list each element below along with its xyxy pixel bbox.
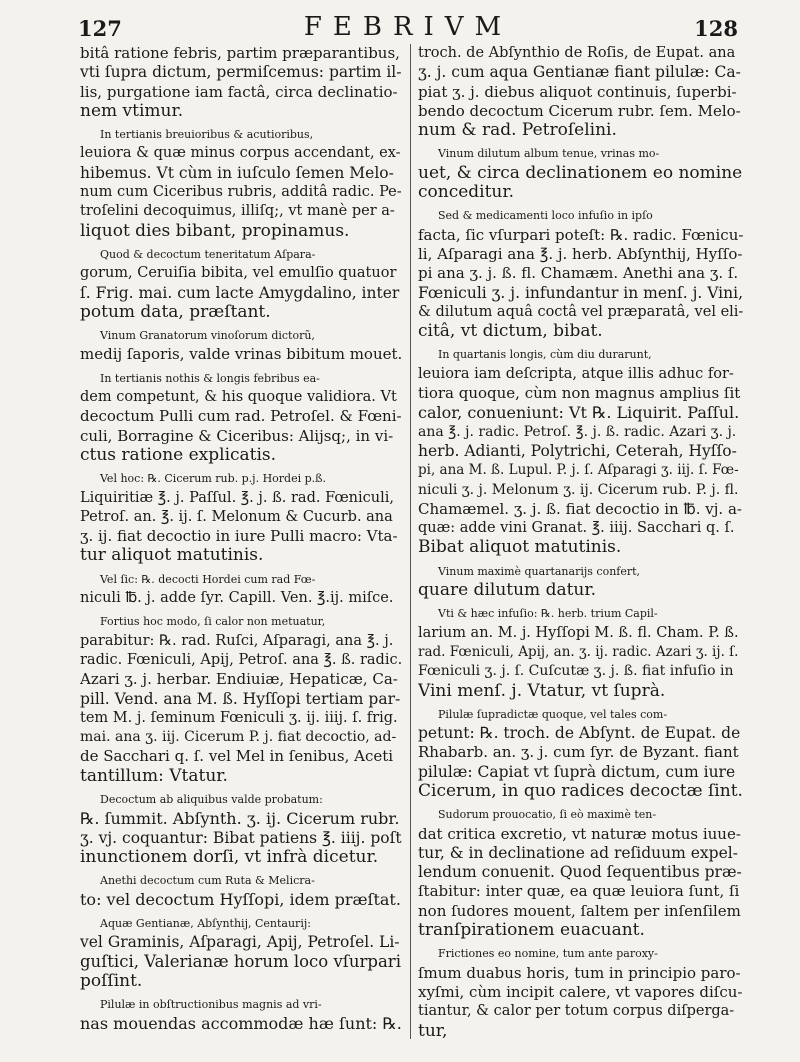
paragraph	[418, 144, 743, 202]
paragraph	[418, 44, 743, 140]
text-line: calor, conueniunt: Vt ℞. Liquirit. Paſſul.	[418, 403, 740, 423]
text-line: tantillum: Vtatur.	[80, 766, 228, 786]
text-line: tiantur, & calor per totum corpus diſperga-	[418, 1003, 735, 1020]
text-line: decoctum Pulli cum rad. Petroſel. & Fœni-	[80, 407, 402, 426]
text-line: pi, ana M. ß. Lupul. P. j. ſ. Aſparagi ʒ. iij. ſ. Fœ-	[418, 462, 739, 479]
text-line: nas mouendas accommodæ hæ ſunt: ℞.	[80, 1014, 402, 1034]
paragraph	[80, 570, 403, 609]
text-line: xyſmi, cùm incipit calere, vt vapores diſcu-	[418, 982, 743, 1001]
text-line: Anethi decoctum cum Ruta & Melicra-	[100, 874, 315, 888]
paragraph	[80, 326, 403, 365]
text-line: Fœniculi ʒ. j. ſ. Cuſcutæ ʒ. j. ß. fiat infuſio in	[418, 663, 734, 680]
text-line: uet, & circa declinationem eo nomine	[418, 163, 743, 183]
text-line: ctus ratione explicatis.	[80, 445, 277, 465]
text-line: leuiora iam deſcripta, atque illis adhuc for-	[418, 365, 734, 382]
text-line: Vel ſic: ℞. decocti Hordei cum rad Fœ-	[100, 572, 316, 586]
paragraph	[80, 44, 403, 121]
text-line: de Sacchari q. ſ. vel Mel in ſenibus, Aceti	[80, 747, 394, 766]
text-line: Vinum Granatorum vinoſorum dictorũ,	[100, 329, 315, 343]
text-line: Vinum dilutum album tenue, vrinas mo-	[438, 147, 660, 161]
text-line: tur, & in declinatione ad reſiduum expel-	[418, 843, 738, 862]
paragraph	[80, 245, 403, 322]
text-line: In quartanis longis, cùm diu durarunt,	[438, 348, 652, 362]
paragraph	[418, 345, 743, 557]
text-line: Frictiones eo nomine, tum ante paroxy-	[438, 947, 658, 961]
text-line: non ſudores mouent, ſaltem per inſenſilem	[418, 901, 741, 920]
paragraph	[80, 369, 403, 465]
text-line: tiora quoque, cùm non magnus amplius ſit	[418, 384, 741, 403]
paragraph	[80, 125, 403, 241]
text-line: petunt: ℞. troch. de Abſynt. de Eupat. de	[418, 724, 741, 743]
text-line: niculi ℔. j. adde ſyr. Capill. Ven. ℥.ij. miſce.	[80, 590, 394, 607]
text-line: bitâ ratione febris, partim præparantibus,	[80, 44, 400, 62]
text-line: ʒ. vj. coquantur: Bibat patiens ℥. iiij. poſt	[80, 828, 402, 847]
text-line: Petroſ. an. ℥. ij. ſ. Melonum & Cucurb. ana	[80, 508, 393, 525]
text-line: Vini menſ. j. Vtatur, vt ſuprà.	[418, 681, 666, 701]
text-line: niculi ʒ. j. Melonum ʒ. ij. Cicerum rub. P. j. fl.	[418, 481, 739, 498]
text-line: liquot dies bibant, propinamus.	[80, 221, 350, 241]
text-line: ʒ. j. cum aqua Gentianæ fiant pilulæ: Ca-	[418, 63, 741, 82]
text-line: pill. Vend. ana M. ß. Hyſſopi tertiam par-	[80, 689, 401, 708]
text-line: Fœniculi ʒ. j. infundantur in menſ. j. Vini,	[418, 283, 743, 302]
text-line: piat ʒ. j. diebus aliquot continuis, ſuperbi-	[418, 82, 737, 101]
paragraph	[80, 871, 403, 910]
text-line: lis, purgatione iam factâ, circa declinatio-	[80, 82, 398, 101]
text-line: ℞. ſummit. Abſynth. ʒ. ij. Cicerum rubr.	[80, 809, 400, 829]
text-line: medij ſaporis, valde vrinas bibitum mouet.	[80, 345, 403, 364]
text-line: hibemus. Vt cùm in iuſculo ſemen Melo-	[80, 163, 394, 182]
text-line: radic. Fœniculi, Apij, Petroſ. ana ℥. ß. radic.	[80, 651, 403, 668]
text-line: Quod & decoctum teneritatum Aſpara-	[100, 247, 316, 261]
text-line: pilulæ: Capiat vt ſuprà dictum, cum iure	[418, 762, 736, 781]
text-line: tranſpirationem euacuant.	[418, 921, 645, 941]
text-line: Sed & medicamenti loco infuſio in ipſo	[438, 209, 653, 223]
text-line: Pilulæ in obſtructionibus magnis ad vri-	[100, 997, 322, 1011]
text-line: quæ: adde vini Granat. ℥. iiij. Sacchari q. ſ.	[418, 520, 735, 537]
text-line: Vinum maximè quartanarijs confert,	[438, 564, 641, 578]
right-column	[418, 44, 743, 1045]
text-line: vel Graminis, Aſparagi, Apij, Petroſel. Li-	[80, 933, 400, 952]
text-line: Fortius hoc modo, ſi calor non metuatur,	[100, 615, 326, 629]
paragraph	[418, 944, 743, 1040]
text-line: ʒ. ij. fiat decoctio in iure Pulli macro: Vta-	[80, 527, 398, 546]
text-line: inunctionem dorſi, vt infrà dicetur.	[80, 847, 379, 867]
running-head	[78, 12, 738, 42]
text-line: tur,	[418, 1021, 448, 1041]
text-line: tem M. j. ſeminum Fœniculi ʒ. ij. iiij. ſ. frig.	[80, 709, 398, 726]
text-line: Chamæmel. ʒ. j. ß. fiat decoctio in ℔. vj. a-	[418, 499, 742, 518]
text-line: Aquæ Gentianæ, Abſynthij, Centaurij:	[100, 916, 311, 930]
text-line: herb. Adianti, Polytrichi, Ceterah, Hyſſo-	[418, 441, 737, 460]
text-line: guſtici, Valerianæ horum loco vſurpari	[80, 952, 401, 972]
text-line: Bibat aliquot matutinis.	[418, 538, 622, 558]
text-line: ſ. Frig. mai. cum lacte Amygdalino, inter	[80, 283, 400, 302]
text-line: citâ, vt dictum, bibat.	[418, 322, 603, 342]
text-line: ſtabitur: inter quæ, ea quæ leuiora ſunt, ſi	[418, 882, 740, 901]
paragraph	[80, 914, 403, 991]
text-line: Sudorum prouocatio, ſi eò maximè ten-	[438, 808, 657, 822]
text-line: Pilulæ ſupradictæ quoque, vel tales com-	[438, 707, 668, 721]
text-line: nem vtimur.	[80, 101, 184, 121]
paragraph	[418, 206, 743, 341]
text-line: In tertianis nothis & longis febribus ea-	[100, 371, 320, 385]
page-number-left: 127	[78, 16, 122, 41]
text-line: troch. de Abſynthio de Roſis, de Eupat. ana	[418, 45, 736, 61]
text-line: Azari ʒ. j. herbar. Endiuiæ, Hepaticæ, Ca-	[80, 670, 398, 689]
running-title: FEBRIVM	[303, 12, 513, 42]
text-line: parabitur: ℞. rad. Ruſci, Aſparagi, ana ℥. j.	[80, 632, 394, 649]
text-line: pi ana ʒ. j. ß. fl. Chamæm. Anethi ana ʒ. ſ.	[418, 264, 739, 283]
text-line: to: vel decoctum Hyſſopi, idem præſtat.	[80, 890, 401, 910]
text-line: Rhabarb. an. ʒ. j. cum ſyr. de Byzant. fiant	[418, 743, 739, 762]
paragraph	[80, 995, 403, 1034]
text-line: rad. Fœniculi, Apij, an. ʒ. ij. radic. Azari ʒ. ij. ſ.	[418, 643, 739, 660]
text-line: Vti & hæc infuſio: ℞. herb. trium Capil-	[438, 607, 658, 621]
text-line: In tertianis breuioribus & acutioribus,	[100, 128, 314, 142]
text-line: Liquiritiæ ℥. j. Paſſul. ℥. j. ß. rad. Fœniculi,	[80, 489, 394, 506]
paragraph	[418, 805, 743, 940]
text-line: ſmum duabus horis, tum in principio paro-	[418, 963, 741, 982]
text-line: & dilutum aquâ coctâ vel præparatâ, vel eli-	[418, 303, 743, 320]
text-line: Decoctum ab aliquibus valde probatum:	[100, 792, 323, 806]
text-line: culi, Borragine & Ciceribus: Alijsq;, in vi-	[80, 426, 394, 445]
text-line: quare dilutum datur.	[418, 581, 597, 601]
page-number-right: 128	[694, 16, 738, 41]
text-line: conceditur.	[418, 183, 515, 203]
text-line: poſſint.	[80, 971, 143, 991]
paragraph	[80, 469, 403, 565]
text-line: vti ſupra dictum, permiſcemus: partim il-	[80, 63, 402, 82]
paragraph	[418, 562, 743, 601]
text-line: li, Aſparagi ana ℥. j. herb. Abſynthij, Hyſſo-	[418, 244, 743, 263]
text-line: larium an. M. j. Hyſſopi M. ß. fl. Cham. P. ß.	[418, 624, 739, 641]
paragraph	[418, 705, 743, 801]
paragraph-gap	[418, 1041, 743, 1045]
text-line: Cicerum, in quo radices decoctæ ſint.	[418, 781, 743, 801]
text-line: tur aliquot matutinis.	[80, 546, 264, 566]
left-column	[80, 44, 403, 1038]
text-line: Vel hoc: ℞. Cicerum rub. p.j. Hordei p.ß.	[100, 472, 326, 486]
text-line: gorum, Ceruiſia bibita, vel emulſio quatuor	[80, 265, 397, 282]
text-line: dat critica excretio, vt naturæ motus iuue-	[418, 824, 741, 843]
text-line: lendum conuenit. Quod ſequentibus præ-	[418, 863, 742, 882]
text-line: num cum Ciceribus rubris, additâ radic. Pe-	[80, 184, 402, 201]
text-line: ana ℥. j. radic. Petroſ. ℥. j. ß. radic. Azari ʒ. j.	[418, 423, 737, 440]
text-line: facta, ſic vſurpari poteſt: ℞. radic. Fœnicu-	[418, 225, 743, 244]
text-line: num & rad. Petroſelini.	[418, 121, 617, 141]
text-line: bendo decoctum Cicerum rubr. ſem. Melo-	[418, 101, 741, 120]
paragraph	[418, 604, 743, 700]
paragraph	[80, 790, 403, 867]
column-rule	[410, 44, 411, 1039]
text-line: troſelini decoquimus, illiſq;, vt manè per a-	[80, 203, 395, 220]
text-line: leuiora & quæ minus corpus accendant, ex-	[80, 145, 401, 162]
paragraph	[80, 612, 403, 786]
text-line: dem competunt, & his quoque validiora. Vt	[80, 389, 397, 406]
text-line: potum data, præſtant.	[80, 302, 271, 322]
text-line: mai. ana ʒ. iij. Cicerum P. j. fiat decoctio, ad-	[80, 729, 397, 746]
paragraph-gap	[80, 1034, 403, 1038]
